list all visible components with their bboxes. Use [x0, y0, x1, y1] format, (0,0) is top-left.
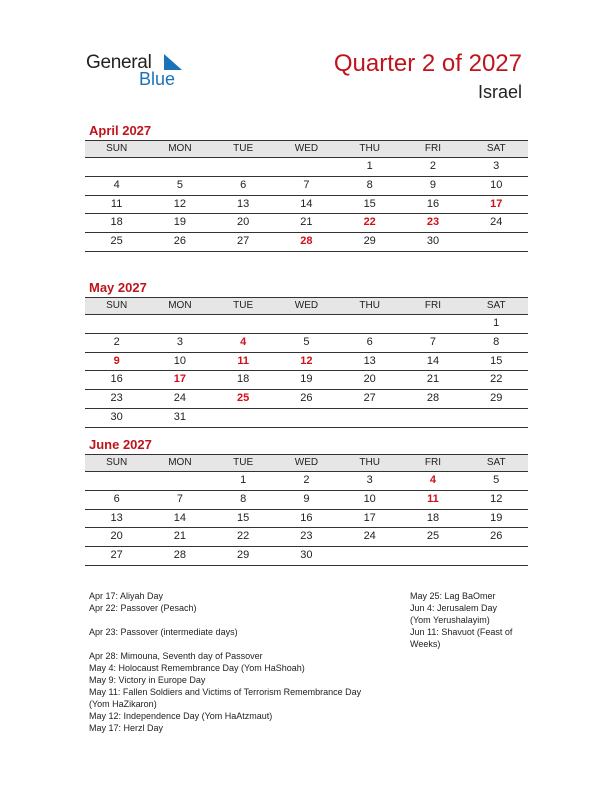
month-april — [85, 122, 528, 252]
holiday-day-cell: 28 — [300, 235, 313, 248]
holiday-day-cell: 17 — [490, 197, 503, 210]
empty-day-cell — [465, 233, 528, 251]
week-row — [85, 353, 528, 372]
holiday-note: Apr 28: Mimouna, Seventh day of Passover — [89, 651, 263, 661]
holiday-note: May 9: Victory in Europe Day — [89, 675, 206, 685]
week-row — [85, 233, 528, 252]
month-title: June 2027 — [89, 437, 152, 452]
day-cell: 12 — [490, 492, 503, 505]
day-cell: 19 — [173, 216, 187, 229]
calendar-grid — [85, 140, 528, 252]
weekday-header: WED — [294, 457, 319, 468]
holiday-note: May 25: Lag BaOmer — [410, 591, 496, 601]
day-cell: 21 — [173, 530, 187, 543]
week-row — [85, 547, 528, 566]
day-cell: 15 — [363, 197, 376, 210]
day-cell: 28 — [426, 392, 440, 405]
week-row — [85, 177, 528, 196]
day-cell: 8 — [366, 178, 373, 191]
holiday-note: Apr 23: Passover (intermediate days) — [89, 627, 238, 637]
day-cell: 13 — [237, 197, 250, 210]
day-cell: 8 — [240, 492, 247, 505]
day-cell: 30 — [300, 549, 313, 562]
weekday-header: MON — [168, 457, 192, 468]
day-cell: 5 — [303, 335, 310, 348]
day-cell: 22 — [237, 530, 250, 543]
day-cell: 30 — [110, 410, 123, 423]
day-cell: 29 — [490, 392, 503, 405]
weekday-header: TUE — [233, 143, 254, 154]
holiday-day-cell: 25 — [237, 392, 250, 405]
empty-day-cell — [338, 547, 401, 565]
holiday-note: (Yom Yerushalayim) — [410, 615, 490, 625]
weekday-header: WED — [294, 300, 319, 311]
day-cell: 5 — [493, 474, 500, 486]
weekday-header: FRI — [424, 143, 442, 154]
day-cell: 2 — [303, 474, 310, 486]
holiday-day-cell: 12 — [300, 354, 313, 367]
logo-triangle-icon — [164, 54, 182, 70]
holiday-note — [89, 638, 399, 650]
day-cell: 3 — [176, 335, 183, 348]
week-row — [85, 491, 528, 510]
day-cell: 27 — [363, 392, 376, 405]
empty-day-cell — [85, 315, 148, 333]
month-may — [85, 279, 528, 428]
day-cell: 4 — [113, 178, 120, 191]
day-cell: 9 — [303, 492, 310, 505]
calendar-grid — [85, 454, 528, 566]
weekday-header: SAT — [486, 143, 506, 154]
empty-day-cell — [212, 409, 275, 427]
day-cell: 15 — [237, 511, 250, 524]
holiday-day-cell: 11 — [237, 354, 249, 367]
empty-day-cell — [465, 547, 528, 565]
month-title: May 2027 — [89, 280, 147, 295]
week-row — [85, 371, 528, 390]
day-cell: 29 — [237, 549, 250, 562]
day-cell: 24 — [363, 530, 376, 543]
day-cell: 30 — [426, 235, 440, 248]
empty-day-cell — [212, 158, 275, 176]
day-cell: 26 — [173, 235, 187, 248]
weekday-header-row — [85, 298, 528, 315]
day-cell: 19 — [490, 511, 503, 524]
day-cell: 26 — [490, 530, 503, 543]
day-cell: 29 — [363, 235, 376, 248]
day-cell: 12 — [173, 197, 187, 210]
week-row — [85, 390, 528, 409]
day-cell: 1 — [240, 474, 247, 486]
holiday-notes-left — [89, 590, 399, 734]
day-cell: 18 — [237, 373, 250, 386]
weekday-header: TUE — [233, 457, 254, 468]
week-row — [85, 196, 528, 215]
weekday-header-row — [85, 141, 528, 158]
empty-day-cell — [275, 158, 338, 176]
day-cell: 5 — [176, 178, 183, 191]
day-cell: 23 — [300, 530, 313, 543]
day-cell: 19 — [300, 373, 313, 386]
holiday-note — [89, 614, 399, 626]
empty-day-cell — [275, 409, 338, 427]
day-cell: 2 — [113, 335, 120, 348]
day-cell: 21 — [300, 216, 313, 229]
day-cell: 15 — [490, 354, 503, 367]
holiday-note: Weeks) — [410, 639, 441, 649]
day-cell: 1 — [366, 160, 373, 172]
day-cell: 16 — [300, 511, 313, 524]
weekday-header: THU — [359, 143, 380, 154]
weekday-header: SAT — [486, 300, 506, 311]
day-cell: 7 — [303, 178, 310, 191]
day-cell: 24 — [490, 216, 503, 229]
week-row — [85, 158, 528, 177]
day-cell: 14 — [426, 354, 440, 367]
empty-day-cell — [212, 315, 275, 333]
day-cell: 27 — [237, 235, 250, 248]
day-cell: 14 — [300, 197, 313, 210]
day-cell: 22 — [490, 373, 503, 386]
holiday-day-cell: 4 — [429, 474, 437, 486]
page-title: Quarter 2 of 2027 — [333, 50, 522, 77]
day-cell: 3 — [366, 474, 373, 486]
week-row — [85, 315, 528, 334]
week-row — [85, 214, 528, 233]
empty-day-cell — [275, 315, 338, 333]
day-cell: 16 — [110, 373, 123, 386]
day-cell: 26 — [300, 392, 313, 405]
holiday-note: Jun 4: Jerusalem Day — [410, 603, 498, 613]
day-cell: 20 — [110, 530, 123, 543]
weekday-header: SUN — [106, 457, 128, 468]
week-row — [85, 334, 528, 353]
logo-text-general: General — [86, 52, 152, 73]
day-cell: 10 — [490, 178, 503, 191]
day-cell: 25 — [110, 235, 123, 248]
weekday-header: FRI — [424, 457, 442, 468]
empty-day-cell — [338, 409, 401, 427]
day-cell: 7 — [429, 335, 437, 348]
day-cell: 13 — [363, 354, 376, 367]
holiday-day-cell: 9 — [113, 354, 120, 367]
day-cell: 14 — [173, 511, 187, 524]
week-row — [85, 510, 528, 529]
holiday-notes-right — [410, 590, 535, 650]
day-cell: 17 — [363, 511, 376, 524]
weekday-header-row — [85, 455, 528, 472]
day-cell: 7 — [176, 492, 183, 505]
holiday-day-cell: 17 — [173, 373, 187, 386]
weekday-header: THU — [359, 457, 380, 468]
holiday-day-cell: 23 — [426, 216, 440, 229]
empty-day-cell — [148, 315, 211, 333]
weekday-header: WED — [294, 143, 319, 154]
holiday-note: Apr 22: Passover (Pesach) — [89, 603, 197, 613]
day-cell: 1 — [493, 317, 500, 329]
calendar-grid — [85, 297, 528, 428]
day-cell: 2 — [429, 160, 437, 172]
empty-day-cell — [401, 547, 464, 565]
day-cell: 6 — [240, 178, 247, 191]
holiday-day-cell: 11 — [427, 492, 439, 505]
empty-day-cell — [401, 315, 464, 333]
day-cell: 9 — [429, 178, 437, 191]
weekday-header: THU — [359, 300, 380, 311]
holiday-note: (Yom HaZikaron) — [89, 699, 157, 709]
day-cell: 25 — [426, 530, 440, 543]
day-cell: 3 — [493, 160, 500, 172]
day-cell: 18 — [426, 511, 440, 524]
day-cell: 24 — [173, 392, 187, 405]
day-cell: 10 — [173, 354, 187, 367]
month-june — [85, 436, 528, 566]
generalblue-logo — [86, 50, 196, 90]
day-cell: 23 — [110, 392, 123, 405]
day-cell: 31 — [173, 410, 187, 423]
weekday-header: FRI — [424, 300, 442, 311]
day-cell: 8 — [493, 335, 500, 348]
weekday-header: TUE — [233, 300, 254, 311]
weekday-header: MON — [168, 143, 192, 154]
day-cell: 20 — [237, 216, 250, 229]
weekday-header: MON — [168, 300, 192, 311]
day-cell: 13 — [110, 511, 123, 524]
day-cell: 11 — [110, 197, 123, 210]
holiday-note: Apr 17: Aliyah Day — [89, 591, 164, 601]
logo-text-blue: Blue — [139, 69, 176, 89]
day-cell: 27 — [110, 549, 123, 562]
week-row — [85, 472, 528, 491]
empty-day-cell — [338, 315, 401, 333]
day-cell: 6 — [366, 335, 373, 348]
day-cell: 6 — [113, 492, 120, 505]
day-cell: 21 — [426, 373, 440, 386]
country-name: Israel — [477, 82, 522, 102]
holiday-day-cell: 22 — [363, 216, 376, 229]
week-row — [85, 528, 528, 547]
empty-day-cell — [148, 472, 211, 490]
month-title: April 2027 — [89, 123, 152, 138]
day-cell: 28 — [173, 549, 187, 562]
day-cell: 10 — [363, 492, 376, 505]
holiday-note: May 17: Herzl Day — [89, 723, 164, 733]
day-cell: 18 — [110, 216, 123, 229]
holiday-note: May 12: Independence Day (Yom HaAtzmaut) — [89, 711, 273, 721]
empty-day-cell — [465, 409, 528, 427]
weekday-header: SAT — [486, 457, 506, 468]
week-row — [85, 409, 528, 428]
holiday-note: May 11: Fallen Soldiers and Victims of Terrorism Remembrance Day — [89, 687, 362, 697]
weekday-header: SUN — [106, 143, 128, 154]
empty-day-cell — [85, 472, 148, 490]
day-cell: 16 — [426, 197, 440, 210]
holiday-day-cell: 4 — [240, 335, 247, 348]
weekday-header: SUN — [106, 300, 128, 311]
holiday-note: Jun 11: Shavuot (Feast of — [410, 627, 513, 637]
day-cell: 20 — [363, 373, 376, 386]
holiday-note: May 4: Holocaust Remembrance Day (Yom HaShoah) — [89, 663, 305, 673]
empty-day-cell — [85, 158, 148, 176]
empty-day-cell — [401, 409, 464, 427]
empty-day-cell — [148, 158, 211, 176]
